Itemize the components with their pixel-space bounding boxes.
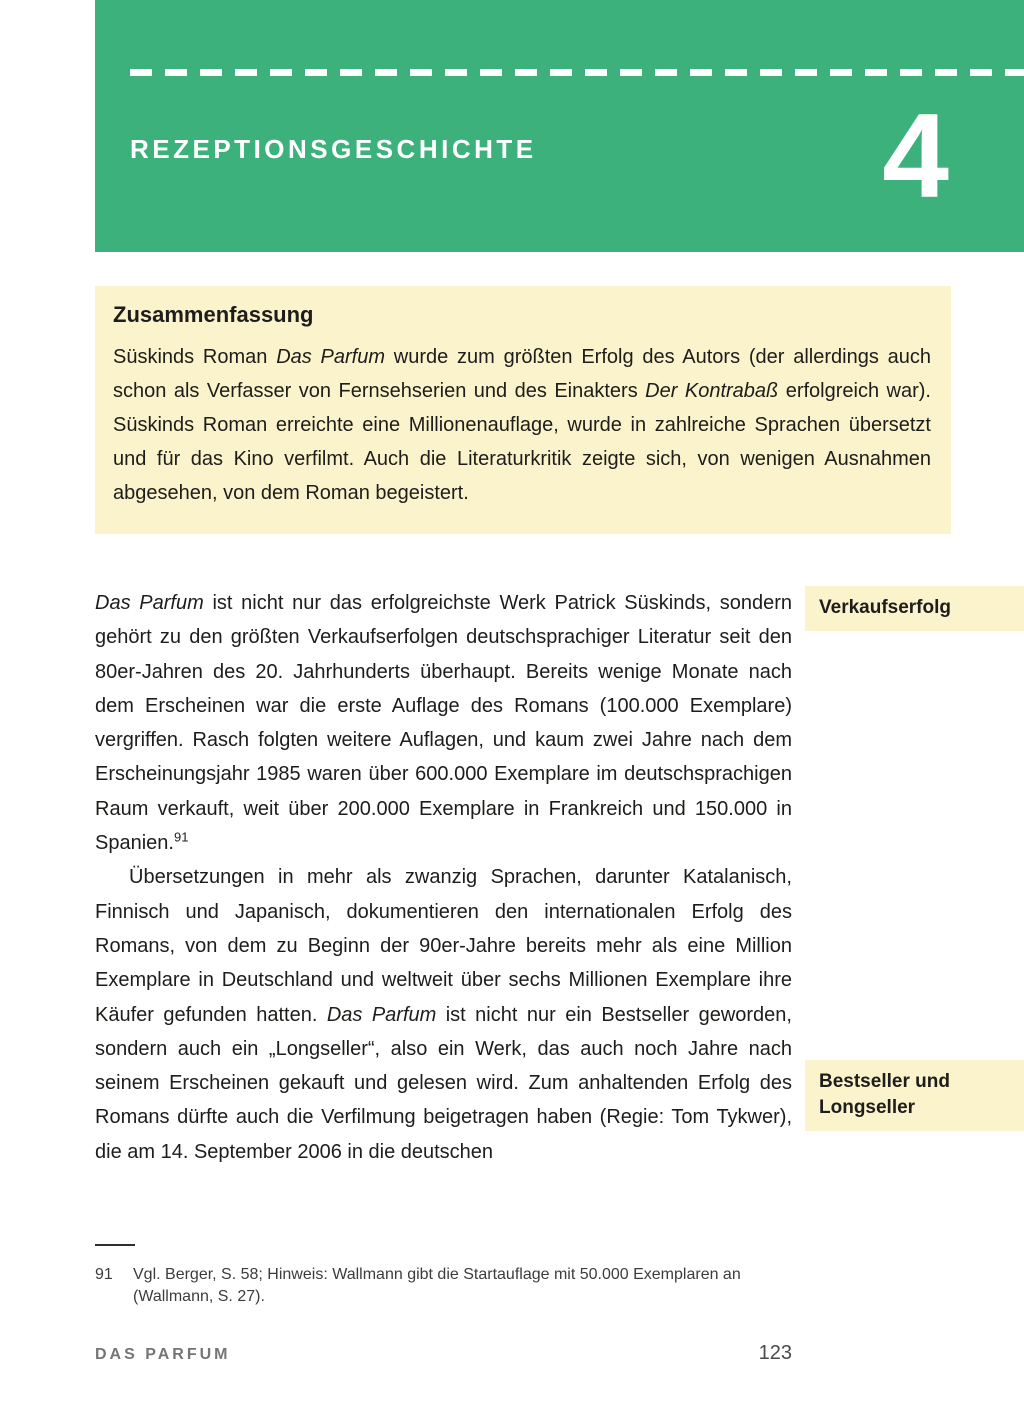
body-text (95, 586, 792, 1169)
margin-note-bestseller-longseller (805, 1060, 1024, 1131)
dashed-divider (130, 69, 1024, 76)
chapter-header (95, 0, 1024, 252)
margin-note-verkaufserfolg (805, 586, 1024, 631)
footnote (95, 1264, 815, 1308)
margin-note-label: Bestseller und Longseller (819, 1071, 950, 1118)
footnote-rule (95, 1244, 135, 1246)
body-paragraph-2: Übersetzungen in mehr als zwanzig Sprachen, darunter Katalanisch, Finnisch und Japanisch, dokumentieren den internationalen Erfolg des Romans, von dem zu Beginn der 90er-Jahre bereits mehr als eine Million Exemplare in Deutschland und weltweit über sechs Millionen Exemplare ihre Käufer gefunden hatten. Das Parfum ist nicht nur ein Bestseller geworden, sondern auch ein „Longseller“, also ein Werk, das auch noch Jahre nach seinem Erscheinen gekauft und gelesen wird. Zum anhaltenden Erfolg des Romans dürfte auch die Verfilmung beigetragen haben (Regie: Tom Tykwer), die am 14. September 2006 in die deutschen (95, 866, 792, 1163)
summary-text: Süskinds Roman Das Parfum wurde zum größten Erfolg des Autors (der allerdings auch schon als Verfasser von Fernsehserien und des Einakters Der Kontrabaß erfolgreich war). Süskinds Roman erreichte eine Millionenauflage, wurde in zahlreiche Sprachen übersetzt und für das Kino verfilmt. Auch die Literaturkritik zeigte sich, von wenigen Ausnahmen abgesehen, von dem Roman begeistert. (113, 346, 931, 504)
body-paragraph-1: Das Parfum ist nicht nur das erfolgreichste Werk Patrick Süskinds, sondern gehört zu den größten Verkaufserfolgen deutschsprachiger Literatur seit den 80er-Jahren des 20. Jahrhunderts überhaupt. Bereits wenige Monate nach dem Erscheinen war die erste Auflage des Romans (100.000 Exemplare) vergriffen. Rasch folgten weitere Auflagen, und kaum zwei Jahre nach dem Erscheinungsjahr 1985 waren über 600.000 Exemplare im deutschsprachigen Raum verkauft, weit über 200.000 Exemplare in Frankreich und 150.000 in Spanien.$^{91}$ (95, 592, 793, 855)
summary-box (95, 286, 951, 534)
footnote-text: Vgl. Berger, S. 58; Hinweis: Wallmann gibt die Startauflage mit 50.000 Exemplaren an (Wallmann, S. 27). (133, 1266, 741, 1305)
footnote-number: 91 (95, 1266, 113, 1283)
footer-page-number: 123 (758, 1342, 792, 1364)
chapter-number: 4 (882, 89, 949, 223)
footer-book-title: DAS PARFUM (95, 1346, 231, 1363)
summary-heading: Zusammenfassung (113, 302, 314, 327)
chapter-title: REZEPTIONSGESCHICHTE (130, 134, 537, 164)
margin-note-label: Verkaufserfolg (819, 597, 951, 618)
